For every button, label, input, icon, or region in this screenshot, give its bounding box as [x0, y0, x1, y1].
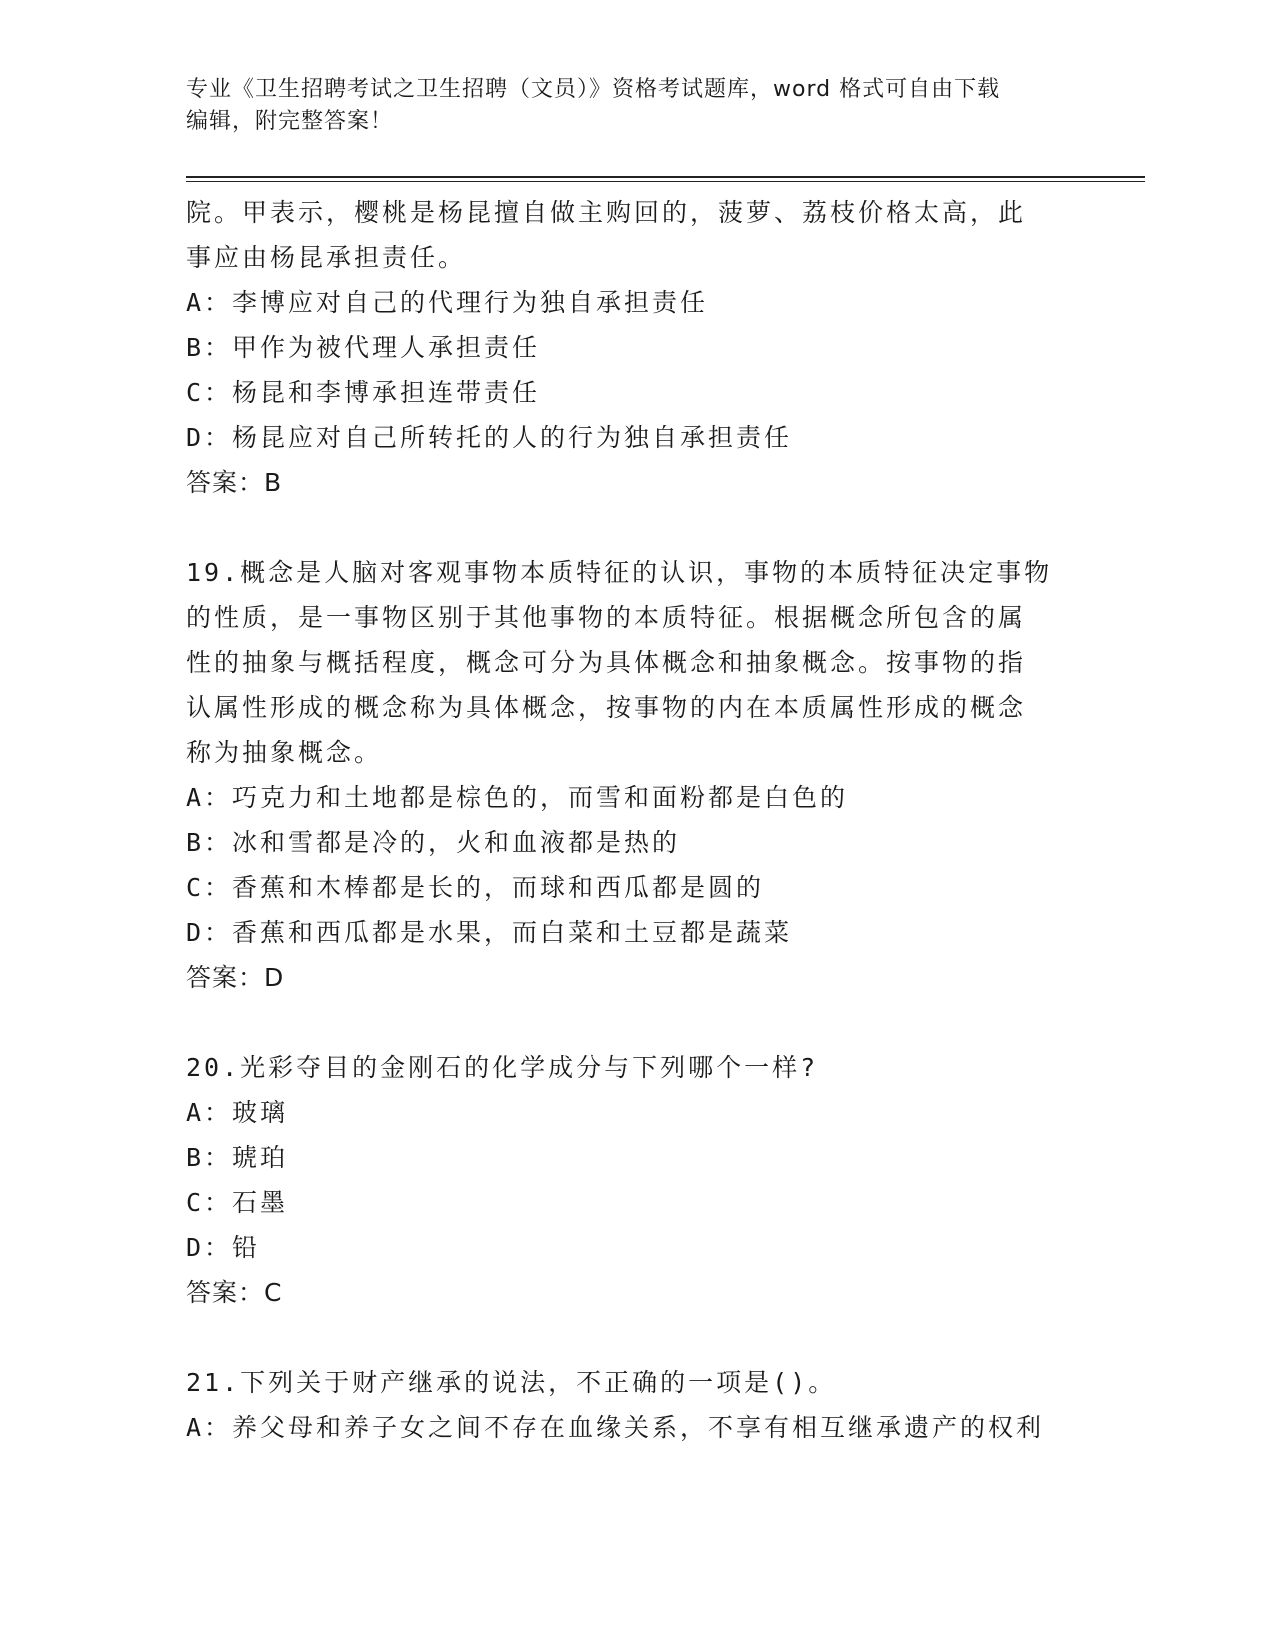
- question-stem-line: 称为抽象概念。: [186, 738, 383, 767]
- answer-line: 答案：B: [186, 468, 283, 497]
- option-c: C：香蕉和木棒都是长的，而球和西瓜都是圆的: [186, 873, 765, 902]
- document-body: [186, 190, 1086, 1450]
- option-a: A：巧克力和土地都是棕色的，而雪和面粉都是白色的: [186, 783, 849, 812]
- question-stem-line: 认属性形成的概念称为具体概念，按事物的内在本质属性形成的概念: [186, 693, 1027, 722]
- question-stem-line: 院。甲表示，樱桃是杨昆擅自做主购回的，菠萝、荔枝价格太高，此: [186, 198, 1027, 227]
- header-line: 编辑，附完整答案！: [186, 109, 394, 134]
- question-stem-line: 性的抽象与概括程度，概念可分为具体概念和抽象概念。按事物的指: [186, 648, 1027, 677]
- question-stem-line: 的性质，是一事物区别于其他事物的本质特征。根据概念所包含的属: [186, 603, 1027, 632]
- question-block: [186, 1360, 1086, 1450]
- option-d: D：杨昆应对自己所转托的人的行为独自承担责任: [186, 423, 793, 452]
- option-a: A：养父母和养子女之间不存在血缘关系，不享有相互继承遗产的权利: [186, 1413, 1045, 1442]
- header-line: 专业《卫生招聘考试之卫生招聘（文员）》资格考试题库，word 格式可自由下载: [186, 77, 1001, 102]
- question-stem-line: 事应由杨昆承担责任。: [186, 243, 467, 272]
- option-c: C：石墨: [186, 1188, 289, 1217]
- question-block: [186, 550, 1086, 1000]
- option-b: B：琥珀: [186, 1143, 289, 1172]
- option-c: C：杨昆和李博承担连带责任: [186, 378, 541, 407]
- spacer: [186, 505, 1086, 550]
- question-block: [186, 190, 1086, 505]
- option-a: A：李博应对自己的代理行为独自承担责任: [186, 288, 709, 317]
- answer-line: 答案：C: [186, 1278, 283, 1307]
- option-b: B：甲作为被代理人承担责任: [186, 333, 541, 362]
- question-stem-line: 20.光彩夺目的金刚石的化学成分与下列哪个一样?: [186, 1053, 819, 1082]
- question-block: [186, 1045, 1086, 1315]
- option-b: B：冰和雪都是冷的，火和血液都是热的: [186, 828, 681, 857]
- header-rule: [186, 181, 1145, 182]
- option-a: A：玻璃: [186, 1098, 289, 1127]
- question-stem-line: 21.下列关于财产继承的说法，不正确的一项是()。: [186, 1368, 837, 1397]
- spacer: [186, 1315, 1086, 1360]
- question-stem-line: 19.概念是人脑对客观事物本质特征的认识，事物的本质特征决定事物: [186, 558, 1053, 587]
- option-d: D：香蕉和西瓜都是水果，而白菜和土豆都是蔬菜: [186, 918, 793, 947]
- answer-line: 答案：D: [186, 963, 285, 992]
- page-header: [186, 74, 1066, 138]
- spacer: [186, 1000, 1086, 1045]
- header-rule: [186, 176, 1145, 178]
- option-d: D：铅: [186, 1233, 261, 1262]
